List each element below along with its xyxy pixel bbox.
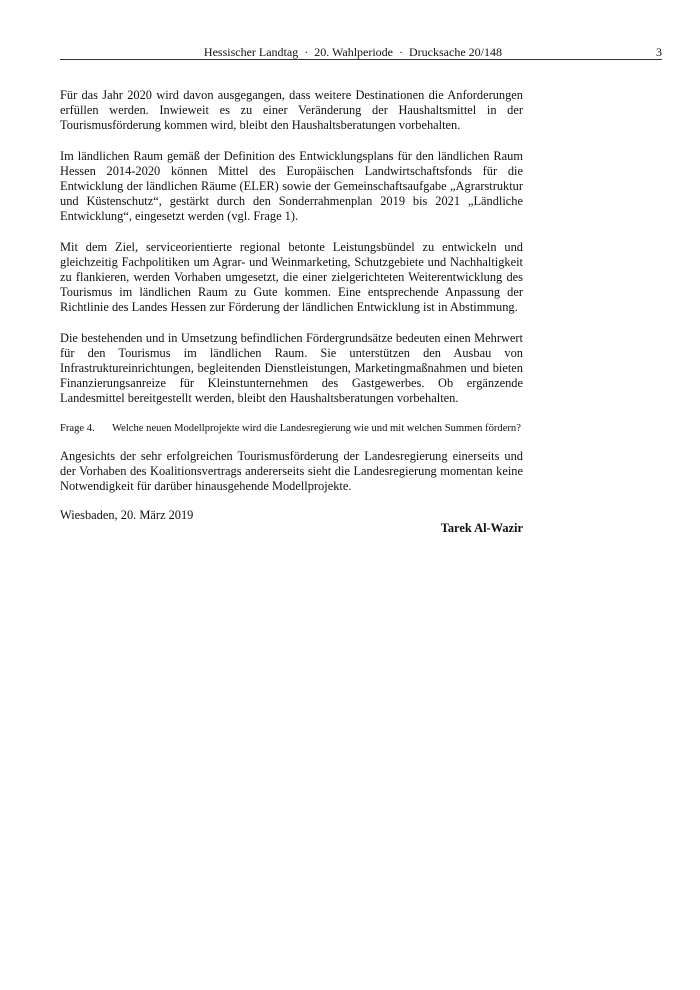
place-date: Wiesbaden, 20. März 2019 xyxy=(60,508,194,522)
closing-block xyxy=(60,508,523,542)
paragraph: Mit dem Ziel, serviceorientierte regional betonte Leistungsbündel zu entwickeln und gleichzeitig Fachpolitiken um Agrar- und Weinmarketing, Schutzgebiete und Nachhaltigkeit zu flankieren, werden Vorhaben umgesetzt, die einer zielgerichteten Weiterentwicklung des Tourismus im ländlichen Raum zu Gute kommen. Eine entsprechende Anpassung der Richtlinie des Landes Hessen zur Förderung der ländlichen Entwicklung ist in Abstimmung. xyxy=(60,240,523,314)
answer-paragraph: Angesichts der sehr erfolgreichen Tourismusförderung der Landesregierung einerseits und der Vorhaben des Koalitionsvertrags andererseits sieht die Landesregierung momentan keine Notwendigkeit für darüber hinausgehende Modellprojekte. xyxy=(60,449,523,493)
header-separator: · xyxy=(304,45,309,59)
question-4 xyxy=(60,422,523,436)
question-number: Frage 4. xyxy=(60,423,95,434)
page-number: 3 xyxy=(656,45,662,59)
header-period: 20. Wahlperiode xyxy=(314,45,394,59)
header-info xyxy=(204,44,502,60)
paragraph: Die bestehenden und in Umsetzung befindlichen Fördergrundsätze bedeuten einen Mehrwert für den Tourismus im ländlichen Raum. Sie unterstützen den Ausbau von Infrastruktureinrichtungen, begleitenden Dienstleistungen, Marketingmaßnahmen und bieten Finanzierungsanreize für Kleinstunternehmen des Gastgewerbes. Ob ergänzende Landesmittel bereitgestellt werden, bleibt den Haushaltsberatungen vorbehalten. xyxy=(60,331,523,405)
signatory-name: Tarek Al-Wazir xyxy=(440,521,523,535)
paragraph: Im ländlichen Raum gemäß der Definition des Entwicklungsplans für den ländlichen Raum Hessen 2014-2020 können Mittel des Europäischen Landwirtschaftsfonds für die Entwicklung der ländlichen Räume (ELER) sowie der Gemeinschaftsaufgabe „Agrarstruktur und Küstenschutz“, gestärkt durch den Sonderrahmenplan 2019 bis 2021 „Ländliche Entwicklung“, eingesetzt werden (vgl. Frage 1). xyxy=(60,149,523,223)
paragraph: Für das Jahr 2020 wird davon ausgegangen, dass weitere Destinationen die Anforderungen erfüllen werden. Inwieweit es zu einer Veränderung der Haushaltsmittel in der Tourismusförderung kommen wird, bleibt den Haushaltsberatungen vorbehalten. xyxy=(60,88,523,132)
header-rule xyxy=(60,59,662,60)
header-document-number: Drucksache 20/148 xyxy=(409,45,502,59)
document-body xyxy=(60,88,523,542)
header-separator: · xyxy=(399,45,404,59)
header-publication: Hessischer Landtag xyxy=(203,45,299,59)
page-header xyxy=(60,44,662,60)
question-text: Welche neuen Modellprojekte wird die Landesregierung wie und mit welchen Summen fördern? xyxy=(112,423,521,434)
